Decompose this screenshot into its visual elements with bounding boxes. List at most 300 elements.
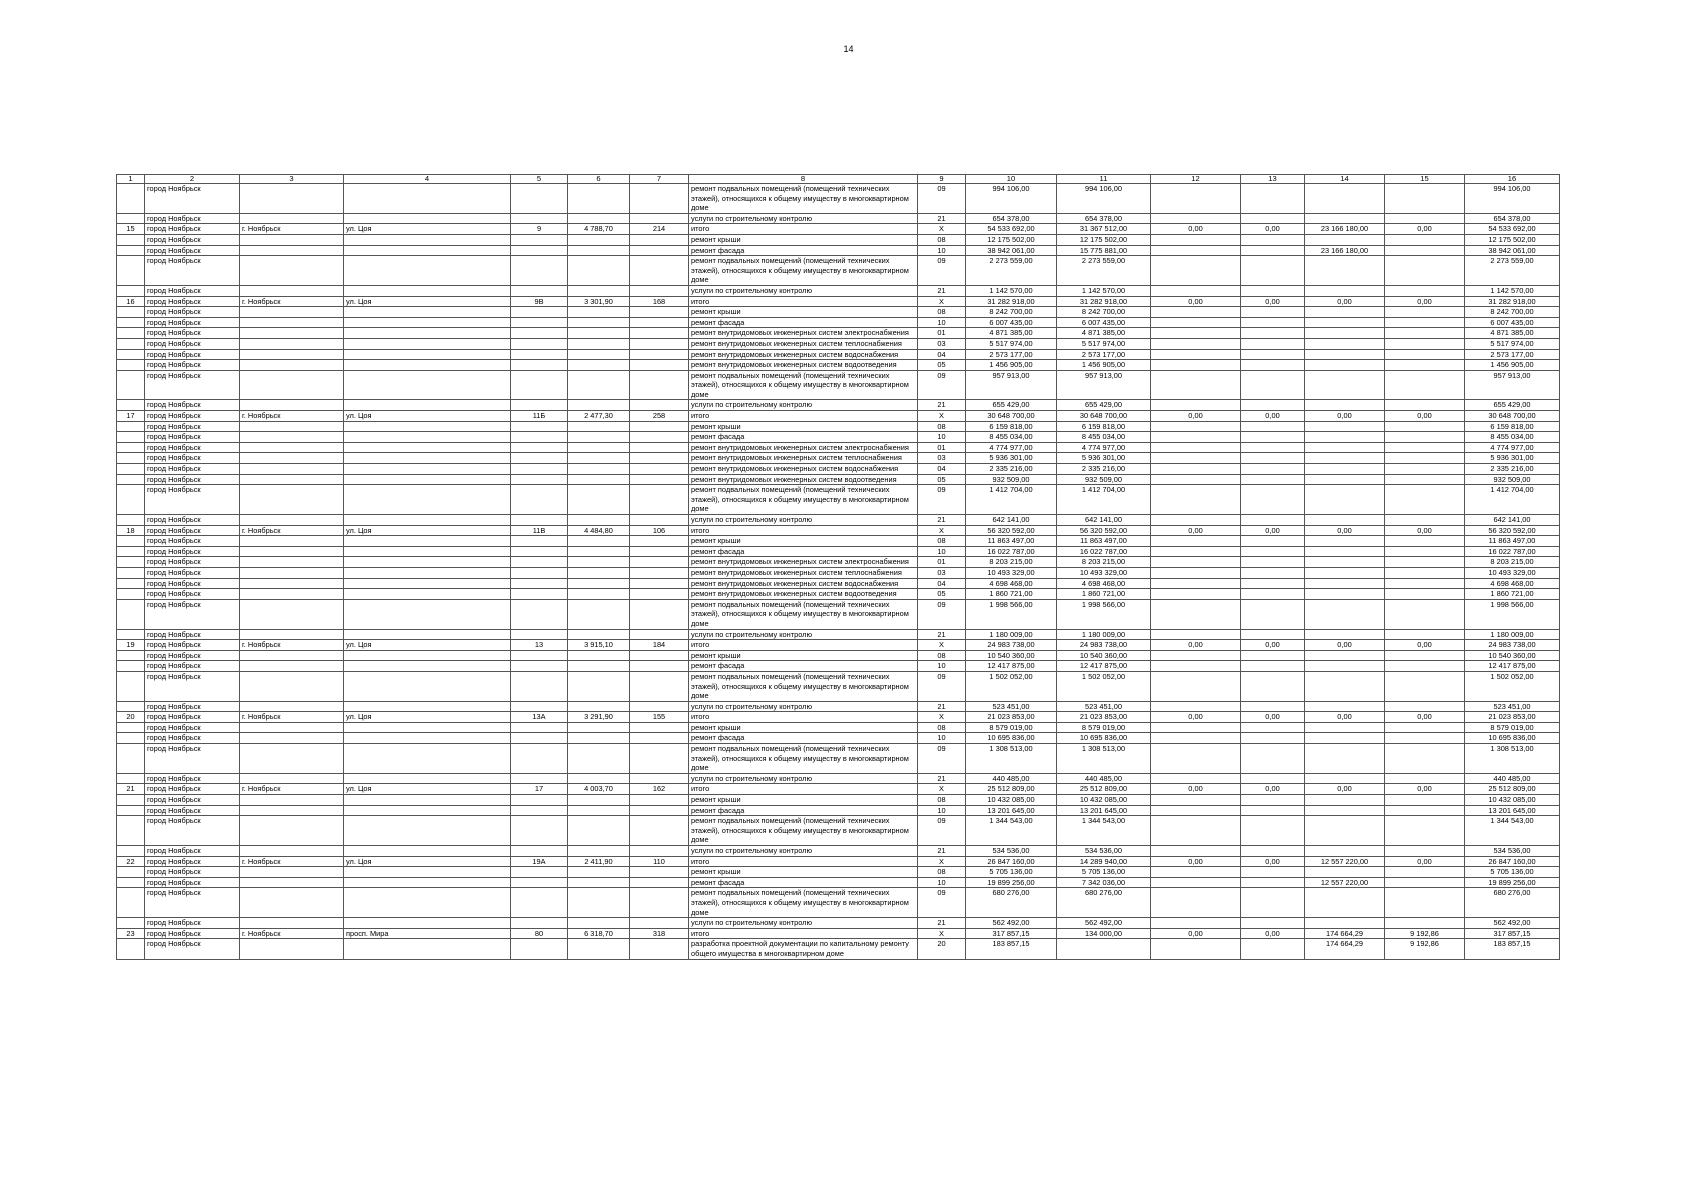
- table-cell: 11Б: [511, 411, 568, 422]
- table-cell: [240, 453, 344, 464]
- table-cell: [511, 773, 568, 784]
- table-cell: [117, 234, 145, 245]
- table-cell: X: [918, 784, 966, 795]
- table-cell: город Ноябрьск: [145, 464, 240, 475]
- table-cell: [630, 184, 689, 214]
- table-row: [117, 546, 1560, 557]
- table-row: [117, 464, 1560, 475]
- table-cell: 0,00: [1151, 296, 1241, 307]
- table-cell: [1151, 515, 1241, 526]
- table-cell: [568, 701, 630, 712]
- table-cell: ул. Цоя: [344, 411, 511, 422]
- table-row: [117, 485, 1560, 515]
- table-row: [117, 773, 1560, 784]
- table-cell: город Ноябрьск: [145, 360, 240, 371]
- table-cell: [630, 846, 689, 857]
- table-cell: [568, 589, 630, 600]
- table-cell: 3 291,90: [568, 712, 630, 723]
- table-cell: [1151, 671, 1241, 701]
- table-cell: 318: [630, 928, 689, 939]
- table-cell: [568, 245, 630, 256]
- table-cell: 0,00: [1241, 411, 1305, 422]
- table-cell: ремонт фасада: [689, 733, 918, 744]
- table-cell: 03: [918, 453, 966, 464]
- table-cell: [1151, 599, 1241, 629]
- table-cell: [1305, 453, 1385, 464]
- table-cell: [1241, 234, 1305, 245]
- table-cell: [1241, 578, 1305, 589]
- table-cell: [117, 867, 145, 878]
- table-cell: 05: [918, 589, 966, 600]
- table-cell: город Ноябрьск: [145, 370, 240, 400]
- table-cell: [344, 722, 511, 733]
- table-row: [117, 567, 1560, 578]
- table-cell: [568, 918, 630, 929]
- table-cell: [1151, 805, 1241, 816]
- table-cell: [1151, 536, 1241, 547]
- table-cell: [1385, 733, 1465, 744]
- table-cell: 1 502 052,00: [1057, 671, 1151, 701]
- table-cell: ремонт крыши: [689, 867, 918, 878]
- table-cell: 25 512 809,00: [1057, 784, 1151, 795]
- table-cell: [511, 599, 568, 629]
- table-cell: город Ноябрьск: [145, 328, 240, 339]
- table-cell: [1385, 328, 1465, 339]
- table-cell: [117, 307, 145, 318]
- table-row: [117, 816, 1560, 846]
- column-number-header: 11: [1057, 175, 1151, 184]
- table-cell: 12 557 220,00: [1305, 877, 1385, 888]
- table-cell: [1151, 816, 1241, 846]
- table-cell: итого: [689, 296, 918, 307]
- table-cell: [1151, 867, 1241, 878]
- column-number-header: 13: [1241, 175, 1305, 184]
- table-row: [117, 733, 1560, 744]
- table-cell: [240, 795, 344, 806]
- table-cell: просп. Мира: [344, 928, 511, 939]
- table-cell: 1 860 721,00: [966, 589, 1057, 600]
- table-cell: 10: [918, 805, 966, 816]
- table-cell: ремонт крыши: [689, 795, 918, 806]
- table-cell: [1385, 213, 1465, 224]
- table-cell: [1151, 578, 1241, 589]
- table-cell: 10 695 836,00: [966, 733, 1057, 744]
- table-cell: [568, 349, 630, 360]
- table-cell: [630, 816, 689, 846]
- table-cell: [1305, 795, 1385, 806]
- table-cell: город Ноябрьск: [145, 567, 240, 578]
- table-cell: 932 509,00: [966, 474, 1057, 485]
- table-cell: 0,00: [1151, 224, 1241, 235]
- table-cell: [117, 567, 145, 578]
- table-row: [117, 515, 1560, 526]
- table-cell: [1241, 795, 1305, 806]
- table-cell: [1241, 442, 1305, 453]
- table-cell: 2 411,90: [568, 856, 630, 867]
- table-cell: [1305, 338, 1385, 349]
- table-cell: [630, 578, 689, 589]
- table-cell: 1 412 704,00: [1465, 485, 1560, 515]
- table-cell: [240, 328, 344, 339]
- table-cell: 1 998 566,00: [1465, 599, 1560, 629]
- table-cell: [568, 578, 630, 589]
- table-cell: [568, 805, 630, 816]
- table-cell: ремонт фасада: [689, 546, 918, 557]
- table-cell: услуги по строительному контролю: [689, 773, 918, 784]
- table-cell: [344, 589, 511, 600]
- table-cell: 38 942 061,00: [966, 245, 1057, 256]
- table-row: [117, 474, 1560, 485]
- table-cell: 21 023 853,00: [1465, 712, 1560, 723]
- table-cell: [511, 733, 568, 744]
- table-cell: ремонт фасада: [689, 245, 918, 256]
- table-cell: город Ноябрьск: [145, 234, 240, 245]
- table-cell: [1151, 567, 1241, 578]
- table-cell: 1 344 543,00: [1057, 816, 1151, 846]
- table-cell: 3 915,10: [568, 640, 630, 651]
- table-cell: [511, 701, 568, 712]
- table-cell: город Ноябрьск: [145, 338, 240, 349]
- table-row: [117, 928, 1560, 939]
- table-row: [117, 918, 1560, 929]
- table-cell: [117, 599, 145, 629]
- table-cell: 30 648 700,00: [966, 411, 1057, 422]
- table-cell: 0,00: [1151, 784, 1241, 795]
- table-cell: 23: [117, 928, 145, 939]
- table-cell: [1305, 370, 1385, 400]
- table-cell: [1305, 629, 1385, 640]
- table-cell: 642 141,00: [1057, 515, 1151, 526]
- table-cell: [1241, 567, 1305, 578]
- column-number-header: 12: [1151, 175, 1241, 184]
- table-cell: 8 203 215,00: [1465, 557, 1560, 568]
- table-cell: [630, 245, 689, 256]
- table-cell: [1241, 722, 1305, 733]
- table-cell: 1 456 905,00: [1057, 360, 1151, 371]
- table-cell: 523 451,00: [1465, 701, 1560, 712]
- table-cell: 13 201 645,00: [1465, 805, 1560, 816]
- table-cell: [1241, 744, 1305, 774]
- table-cell: [1305, 349, 1385, 360]
- table-cell: 12 557 220,00: [1305, 856, 1385, 867]
- table-cell: 258: [630, 411, 689, 422]
- table-cell: итого: [689, 411, 918, 422]
- table-cell: [511, 744, 568, 774]
- table-cell: 4 871 385,00: [1057, 328, 1151, 339]
- table-cell: город Ноябрьск: [145, 733, 240, 744]
- table-cell: 0,00: [1305, 712, 1385, 723]
- table-cell: 440 485,00: [1465, 773, 1560, 784]
- table-cell: [1151, 464, 1241, 475]
- table-cell: 10: [918, 733, 966, 744]
- table-cell: [344, 515, 511, 526]
- table-cell: 317 857,15: [966, 928, 1057, 939]
- table-cell: [1305, 485, 1385, 515]
- table-cell: [344, 317, 511, 328]
- table-cell: 31 282 918,00: [1057, 296, 1151, 307]
- table-cell: [630, 733, 689, 744]
- table-cell: 31 282 918,00: [1465, 296, 1560, 307]
- table-row: [117, 453, 1560, 464]
- table-cell: 6 007 435,00: [1057, 317, 1151, 328]
- table-cell: [568, 184, 630, 214]
- table-cell: 0,00: [1385, 856, 1465, 867]
- table-cell: 10 493 329,00: [1465, 567, 1560, 578]
- table-cell: город Ноябрьск: [145, 589, 240, 600]
- table-cell: [117, 317, 145, 328]
- table-cell: ул. Цоя: [344, 525, 511, 536]
- table-cell: [117, 557, 145, 568]
- table-cell: [1151, 733, 1241, 744]
- table-cell: [1305, 888, 1385, 918]
- table-cell: 54 533 692,00: [966, 224, 1057, 235]
- table-cell: 4 788,70: [568, 224, 630, 235]
- table-cell: [1385, 256, 1465, 286]
- table-cell: [1241, 328, 1305, 339]
- table-cell: 08: [918, 650, 966, 661]
- table-cell: итого: [689, 928, 918, 939]
- table-cell: 655 429,00: [1057, 400, 1151, 411]
- table-cell: 31 367 512,00: [1057, 224, 1151, 235]
- table-cell: [630, 650, 689, 661]
- table-cell: [1305, 256, 1385, 286]
- table-cell: [1241, 474, 1305, 485]
- table-cell: город Ноябрьск: [145, 453, 240, 464]
- table-row: [117, 213, 1560, 224]
- table-cell: [117, 816, 145, 846]
- table-cell: [1385, 453, 1465, 464]
- table-cell: [568, 515, 630, 526]
- table-cell: 1 860 721,00: [1465, 589, 1560, 600]
- table-cell: 5 517 974,00: [1465, 338, 1560, 349]
- table-cell: 09: [918, 888, 966, 918]
- table-cell: [630, 474, 689, 485]
- table-cell: 0,00: [1385, 411, 1465, 422]
- table-cell: [568, 400, 630, 411]
- table-cell: [568, 338, 630, 349]
- table-cell: 0,00: [1241, 640, 1305, 651]
- table-cell: город Ноябрьск: [145, 285, 240, 296]
- table-cell: [1241, 671, 1305, 701]
- table-cell: 654 378,00: [1465, 213, 1560, 224]
- table-cell: 7 342 036,00: [1057, 877, 1151, 888]
- table-cell: город Ноябрьск: [145, 536, 240, 547]
- table-cell: [240, 515, 344, 526]
- table-cell: [630, 234, 689, 245]
- table-row: [117, 557, 1560, 568]
- table-cell: [568, 256, 630, 286]
- table-row: [117, 599, 1560, 629]
- table-cell: 5 517 974,00: [1057, 338, 1151, 349]
- table-cell: услуги по строительному контролю: [689, 629, 918, 640]
- table-cell: город Ноябрьск: [145, 877, 240, 888]
- table-cell: [568, 536, 630, 547]
- table-cell: 15 775 881,00: [1057, 245, 1151, 256]
- table-cell: [344, 888, 511, 918]
- table-cell: [568, 629, 630, 640]
- table-cell: ремонт внутридомовых инженерных систем водоотведения: [689, 474, 918, 485]
- table-cell: [511, 877, 568, 888]
- table-cell: [1385, 338, 1465, 349]
- table-cell: [630, 701, 689, 712]
- table-cell: [240, 213, 344, 224]
- table-cell: [1305, 578, 1385, 589]
- table-cell: [1385, 349, 1465, 360]
- table-cell: г. Ноябрьск: [240, 712, 344, 723]
- table-cell: [511, 671, 568, 701]
- table-cell: [1241, 773, 1305, 784]
- table-cell: 21: [918, 285, 966, 296]
- table-cell: [568, 795, 630, 806]
- table-cell: ремонт фасада: [689, 877, 918, 888]
- table-cell: 13А: [511, 712, 568, 723]
- table-cell: [1305, 661, 1385, 672]
- table-cell: [1241, 317, 1305, 328]
- table-cell: [117, 773, 145, 784]
- table-cell: [1241, 256, 1305, 286]
- table-cell: город Ноябрьск: [145, 671, 240, 701]
- table-cell: [240, 485, 344, 515]
- table-row: [117, 650, 1560, 661]
- table-cell: [240, 877, 344, 888]
- table-cell: [117, 795, 145, 806]
- table-cell: [240, 816, 344, 846]
- table-row: [117, 421, 1560, 432]
- table-cell: 21: [918, 400, 966, 411]
- table-cell: [240, 589, 344, 600]
- table-cell: [1305, 557, 1385, 568]
- table-cell: 4 871 385,00: [966, 328, 1057, 339]
- table-cell: [511, 888, 568, 918]
- table-cell: [1385, 599, 1465, 629]
- table-cell: [1385, 557, 1465, 568]
- table-cell: [1151, 877, 1241, 888]
- table-cell: 10 540 360,00: [966, 650, 1057, 661]
- table-cell: [568, 213, 630, 224]
- table-row: [117, 867, 1560, 878]
- table-cell: город Ноябрьск: [145, 744, 240, 774]
- table-cell: [511, 918, 568, 929]
- table-cell: [630, 432, 689, 443]
- table-cell: [1151, 661, 1241, 672]
- table-cell: 08: [918, 421, 966, 432]
- table-cell: 957 913,00: [1057, 370, 1151, 400]
- table-cell: ремонт внутридомовых инженерных систем водоотведения: [689, 589, 918, 600]
- table-cell: [511, 328, 568, 339]
- table-cell: разработка проектной документации по капитальному ремонту общего имущества в многоквартирном доме: [689, 939, 918, 959]
- table-cell: 4 484,80: [568, 525, 630, 536]
- table-cell: [630, 453, 689, 464]
- table-cell: [240, 245, 344, 256]
- table-row: [117, 578, 1560, 589]
- table-cell: 5 517 974,00: [966, 338, 1057, 349]
- table-cell: 183 857,15: [966, 939, 1057, 959]
- table-cell: 09: [918, 671, 966, 701]
- table-cell: [1385, 515, 1465, 526]
- table-cell: 8 579 019,00: [966, 722, 1057, 733]
- table-cell: [511, 589, 568, 600]
- table-cell: 0,00: [1241, 928, 1305, 939]
- table-cell: [568, 360, 630, 371]
- table-cell: 2 273 559,00: [1465, 256, 1560, 286]
- table-cell: [568, 234, 630, 245]
- table-cell: услуги по строительному контролю: [689, 213, 918, 224]
- table-cell: 680 276,00: [1465, 888, 1560, 918]
- table-cell: 8 242 700,00: [1057, 307, 1151, 318]
- table-cell: [511, 805, 568, 816]
- table-cell: 04: [918, 464, 966, 475]
- table-row: [117, 939, 1560, 959]
- table-cell: [1385, 846, 1465, 857]
- table-cell: 155: [630, 712, 689, 723]
- table-cell: 23 166 180,00: [1305, 245, 1385, 256]
- table-cell: 14 289 940,00: [1057, 856, 1151, 867]
- table-cell: [568, 557, 630, 568]
- table-cell: [568, 939, 630, 959]
- table-cell: 4 774 977,00: [1465, 442, 1560, 453]
- table-cell: город Ноябрьск: [145, 795, 240, 806]
- table-cell: итого: [689, 856, 918, 867]
- table-cell: [1385, 464, 1465, 475]
- table-cell: [1151, 442, 1241, 453]
- table-cell: 21: [117, 784, 145, 795]
- table-cell: 4 774 977,00: [1057, 442, 1151, 453]
- table-cell: ремонт подвальных помещений (помещений технических этажей), относящихся к общему имуществу в многоквартирном доме: [689, 485, 918, 515]
- table-cell: [568, 650, 630, 661]
- table-cell: 08: [918, 536, 966, 547]
- table-cell: [630, 442, 689, 453]
- table-cell: [630, 328, 689, 339]
- table-cell: 0,00: [1241, 224, 1305, 235]
- table-cell: [511, 421, 568, 432]
- table-cell: 21: [918, 629, 966, 640]
- column-number-header: 10: [966, 175, 1057, 184]
- table-cell: 654 378,00: [1057, 213, 1151, 224]
- table-cell: город Ноябрьск: [145, 722, 240, 733]
- table-cell: 932 509,00: [1465, 474, 1560, 485]
- table-cell: [1305, 701, 1385, 712]
- table-cell: 1 998 566,00: [966, 599, 1057, 629]
- table-cell: г. Ноябрьск: [240, 856, 344, 867]
- table-cell: [511, 816, 568, 846]
- table-cell: [568, 370, 630, 400]
- table-cell: 680 276,00: [966, 888, 1057, 918]
- table-cell: [117, 888, 145, 918]
- table-cell: [630, 557, 689, 568]
- table-cell: итого: [689, 640, 918, 651]
- table-cell: 09: [918, 184, 966, 214]
- table-cell: [240, 234, 344, 245]
- table-cell: [344, 453, 511, 464]
- table-cell: [511, 795, 568, 806]
- table-cell: [568, 474, 630, 485]
- table-cell: X: [918, 296, 966, 307]
- table-cell: [1151, 846, 1241, 857]
- table-cell: 2 573 177,00: [966, 349, 1057, 360]
- table-cell: 642 141,00: [966, 515, 1057, 526]
- table-cell: 10: [918, 317, 966, 328]
- table-cell: [117, 546, 145, 557]
- table-cell: 440 485,00: [966, 773, 1057, 784]
- table-cell: [117, 464, 145, 475]
- table-cell: 03: [918, 338, 966, 349]
- table-cell: [1385, 589, 1465, 600]
- table-cell: [240, 578, 344, 589]
- table-cell: [1151, 795, 1241, 806]
- table-cell: [117, 671, 145, 701]
- table-cell: [1241, 918, 1305, 929]
- table-cell: 10 432 085,00: [1465, 795, 1560, 806]
